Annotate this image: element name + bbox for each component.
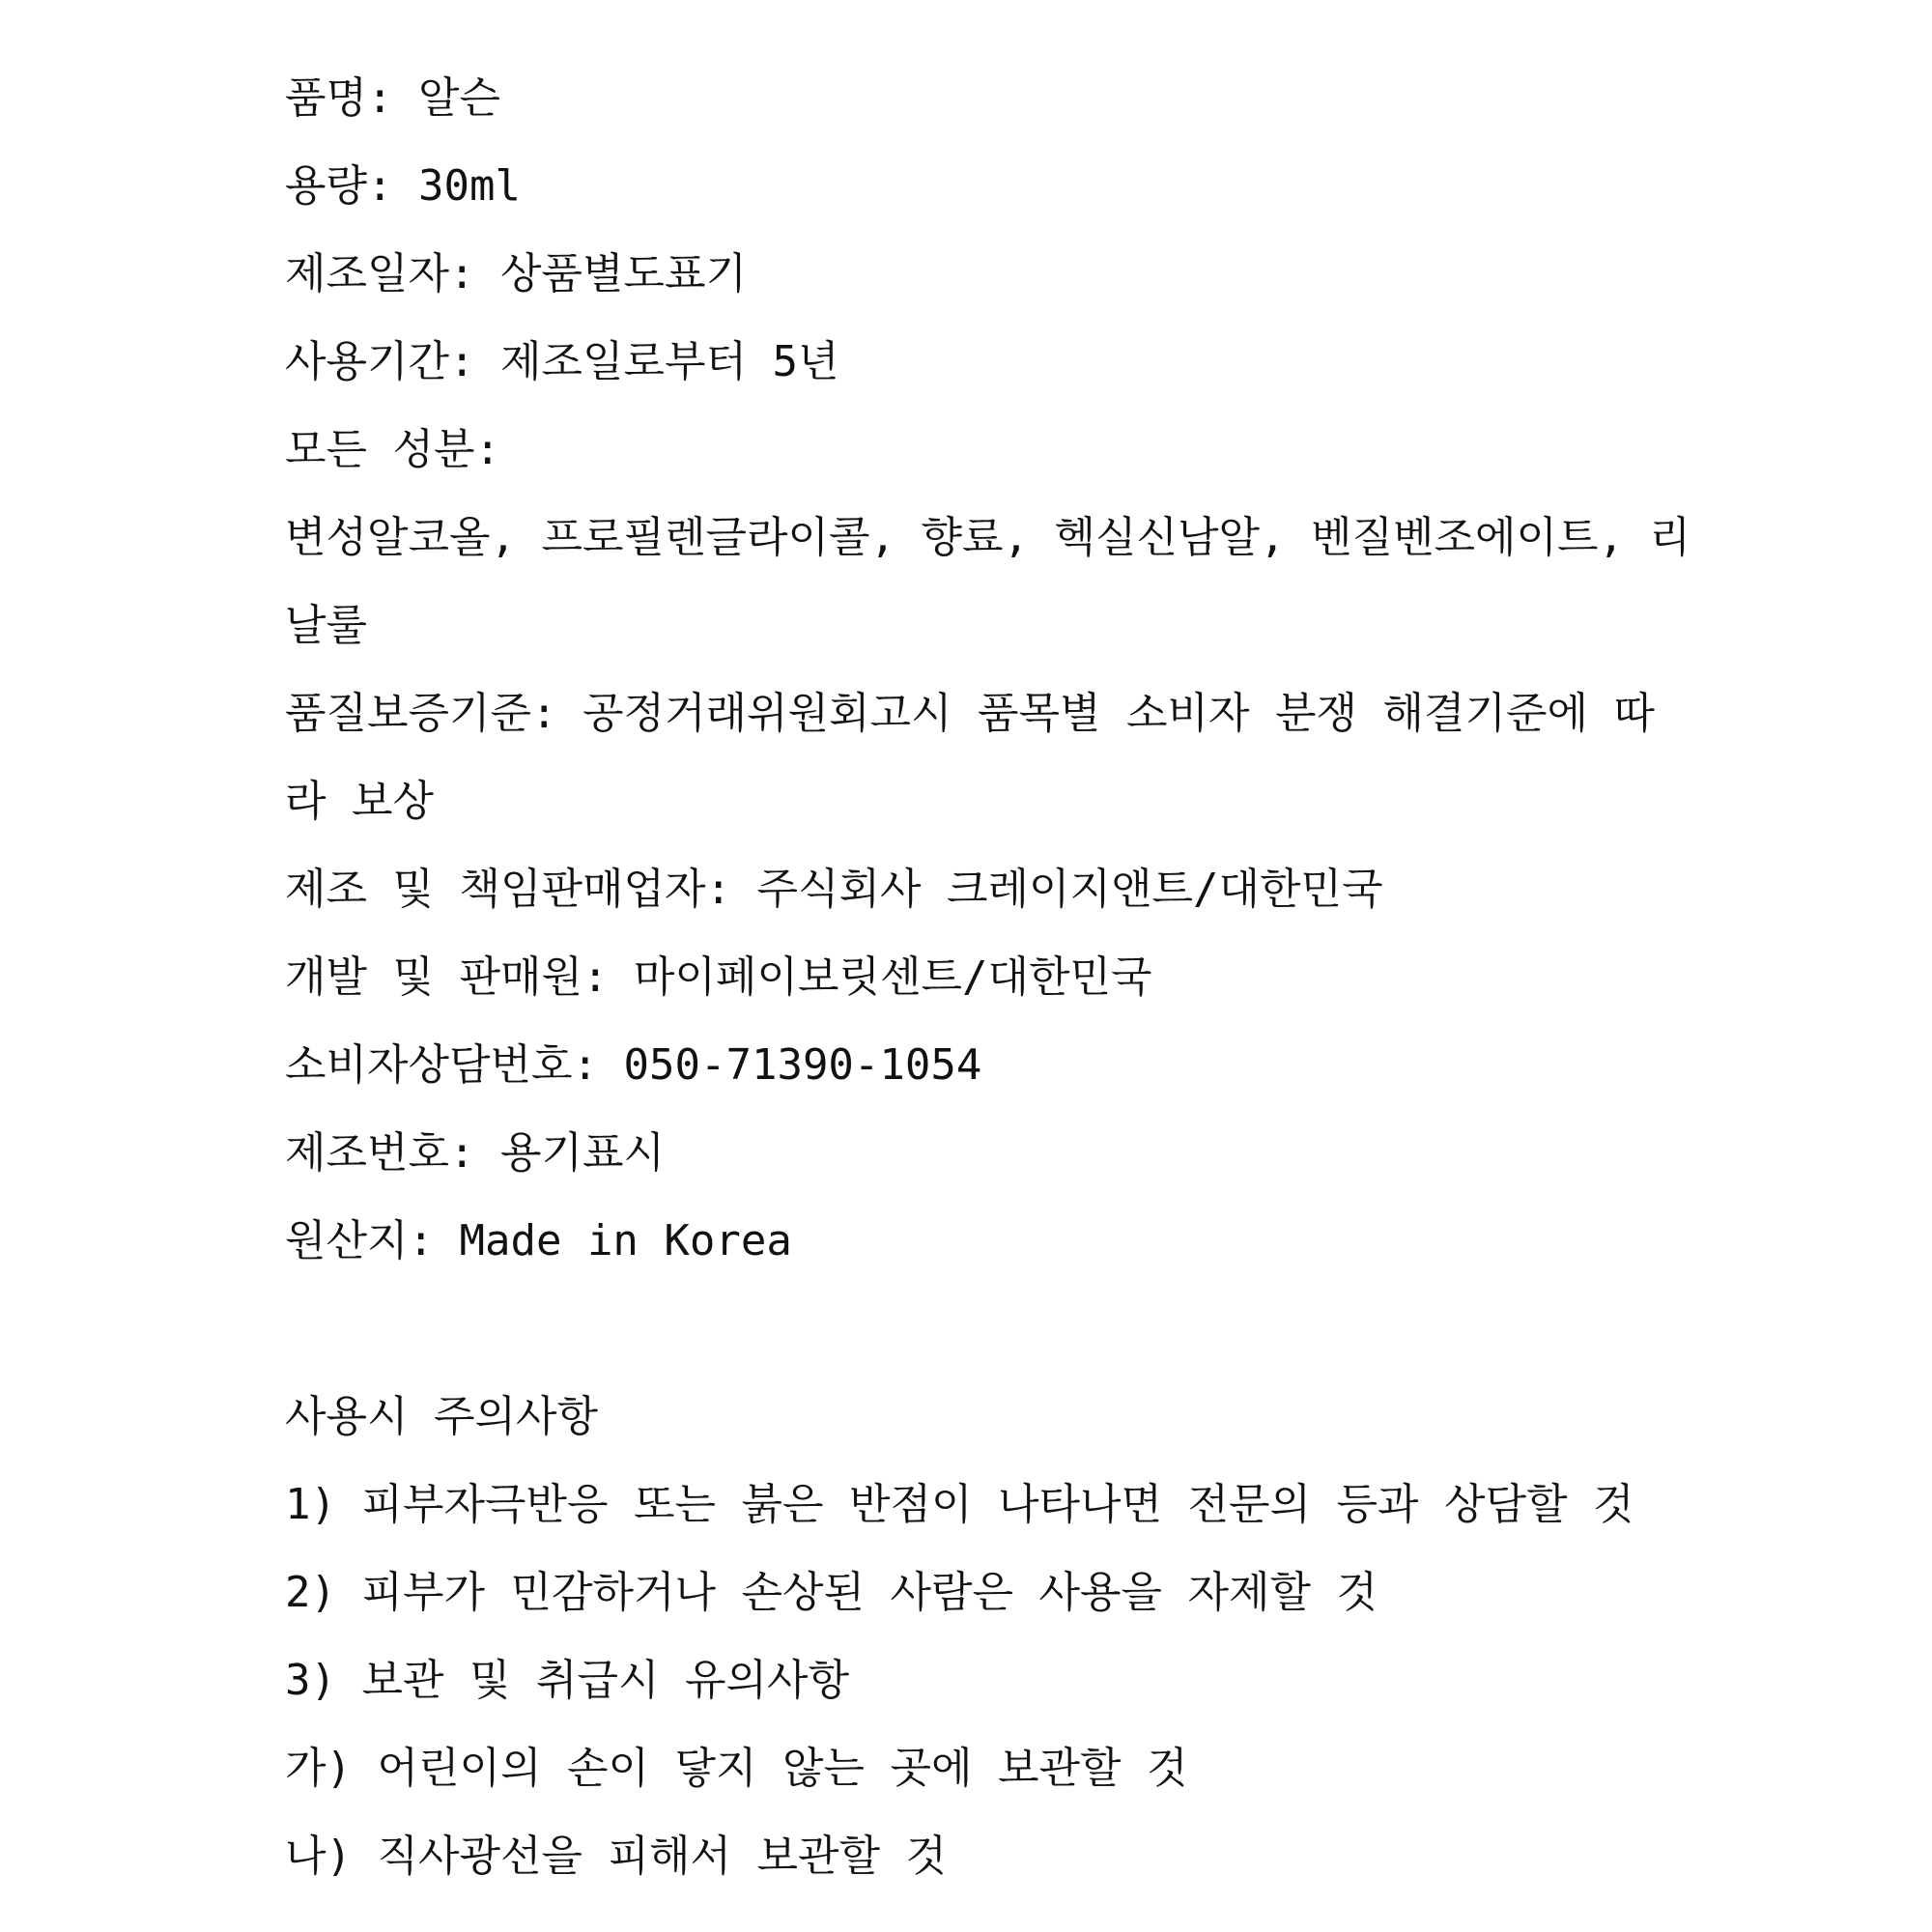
precaution-item: 3) 보관 및 취급시 유의사항 [285,1656,849,1705]
ingredients-list: 변성알코올, 프로필렌글라이콜, 향료, 헥실신남알, 벤질벤조에이트, 리 [285,513,1691,562]
quality-guarantee: 품질보증기준: 공정거래위원회고시 품목별 소비자 분쟁 해결기준에 따 [285,689,1656,738]
country-of-origin: 원산지: Made in Korea [285,1216,792,1265]
product-name: 품명: 알슨 [285,73,500,123]
quality-guarantee-continued: 라 보상 [285,777,435,826]
manufacturer: 제조 및 책임판매업자: 주식회사 크레이지앤트/대한민국 [285,865,1383,914]
product-volume: 용량: 30ml [285,161,521,211]
ingredients-list-continued: 날룰 [285,601,368,650]
section-spacer [285,1298,1676,1386]
ingredients-label: 모든 성분: [285,425,500,474]
consumer-phone: 소비자상담번호: 050-71390-1054 [285,1040,982,1090]
precaution-subitem: 나) 직사광선을 피해서 보관할 것 [285,1832,948,1881]
precautions-title: 사용시 주의사항 [285,1392,599,1441]
developer-seller: 개발 및 판매원: 마이페이보릿센트/대한민국 [285,952,1152,1002]
manufacture-date: 제조일자: 상품별도표기 [285,249,748,298]
product-label-document [285,68,1691,1914]
precaution-item: 1) 피부자극반응 또는 붉은 반점이 나타나면 전문의 등과 상담할 것 [285,1480,1634,1529]
precaution-subitem: 가) 어린이의 손이 닿지 않는 곳에 보관할 것 [285,1744,1188,1793]
precaution-item: 2) 피부가 민감하거나 손상된 사람은 사용을 자제할 것 [285,1568,1378,1617]
usage-period: 사용기간: 제조일로부터 5년 [285,337,839,386]
lot-number: 제조번호: 용기표시 [285,1128,666,1178]
